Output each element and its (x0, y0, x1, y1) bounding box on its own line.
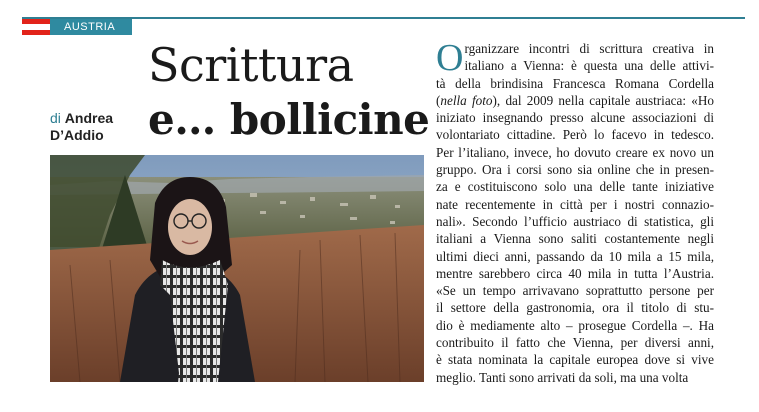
austria-flag-icon (22, 19, 50, 35)
text-line: rganizzare incontri di scrittura creativa in (464, 41, 714, 56)
text-line: volontariato cittadine. Però lo facevo in tedesco. (436, 127, 714, 143)
text-line: è stata nominata la capitale europea dove si vive (436, 352, 714, 368)
text-line: italiani a Vienna sono saliti costantemente negli (436, 231, 714, 247)
text-line: meglio. Tanti sono arrivati da soli, ma una volta (436, 369, 689, 385)
article-photo (50, 155, 424, 382)
text-line: gruppo. Ora i corsi sono sia online che in presen- (436, 162, 714, 178)
byline-prefix: di (50, 110, 61, 126)
text-line: (nella foto), dal 2009 nella capitale austriaca: «Ho (436, 92, 714, 108)
text-line: ultimi dieci anni, passando da 10 mila a 15 mila, (436, 248, 714, 264)
text-line: italiano a Vienna: è questa una delle attivi- (464, 58, 714, 74)
dropcap: O (436, 37, 464, 79)
section-header (0, 0, 759, 40)
text-line: nate recentemente in città per i nostri connazio- (436, 196, 714, 212)
author-first-name: Andrea (64, 110, 114, 126)
text-line: il settore della gastronomia, ora il titolo di stu- (436, 300, 714, 316)
article-text (436, 37, 714, 386)
headline-line-2: e… bollicine (148, 95, 430, 144)
text-line: nali». Secondo l’ufficio austriaco di statistica, gli (436, 213, 714, 229)
section-label: AUSTRIA (50, 19, 132, 35)
text-line: iniziato insegnando presso alcune associazioni di (436, 110, 714, 126)
text-line: contribuito il fatto che Vienna, per diversi anni, (436, 335, 714, 351)
text-line: «Se un tempo arrivavano soprattutto persone per (436, 283, 714, 299)
text-line: dio è mediamente alto – prosegue Cordella –. Ha (436, 317, 714, 333)
text-line: za e costituiscono solo una delle tante iniziative (436, 179, 714, 195)
byline (50, 110, 113, 144)
headline-line-1: Scrittura (148, 38, 354, 92)
article-body (436, 37, 714, 386)
author-last-name: D’Addio (50, 127, 104, 143)
text-line: Per l’italiano, invece, ho dovuto creare ex novo un (436, 144, 714, 160)
text-line: tà della brindisina Francesca Romana Cordella (436, 75, 714, 91)
text-line: mentre sarebbero circa 40 mila in tutta l’Austria. (436, 265, 714, 281)
